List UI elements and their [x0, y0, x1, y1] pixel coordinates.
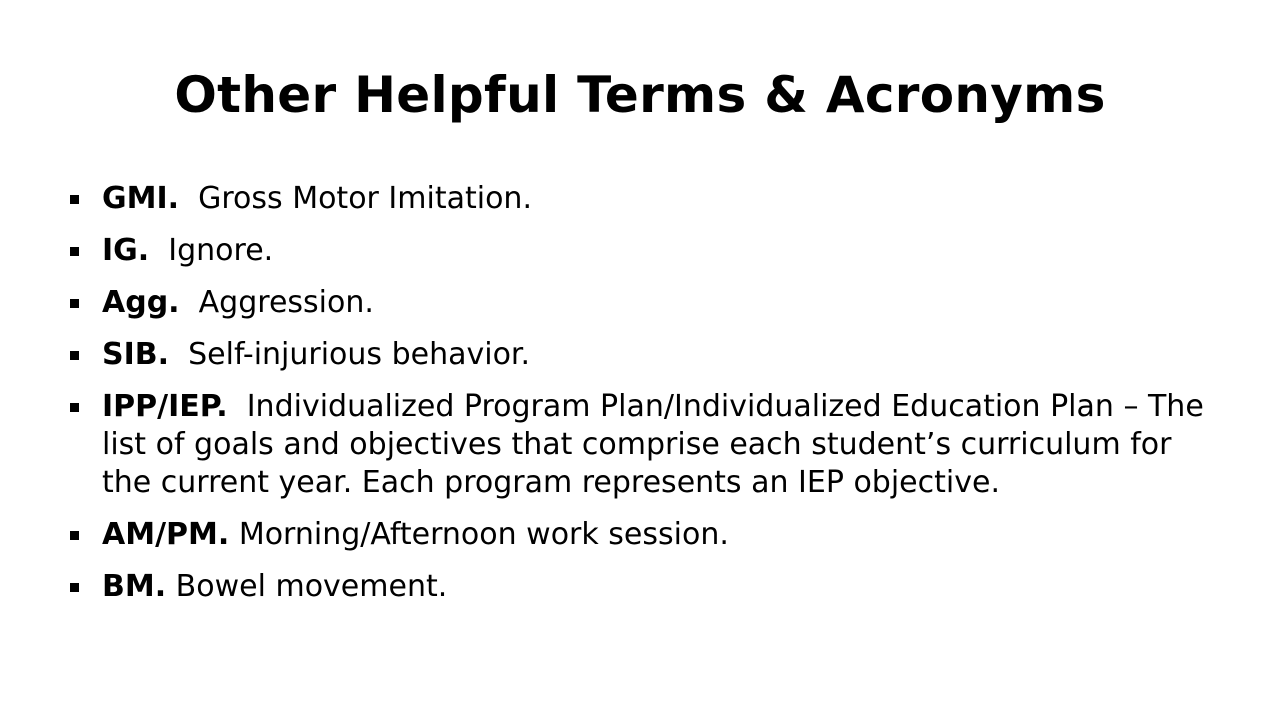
- list-item-sib: [70, 336, 1220, 374]
- term-definition: Bowel movement.: [175, 569, 448, 604]
- list-item-bm: [70, 568, 1220, 606]
- square-bullet-icon: [70, 583, 79, 592]
- list-item-gmi: [70, 180, 1220, 218]
- term-abbreviation: SIB.: [102, 337, 170, 372]
- square-bullet-icon: [70, 531, 79, 540]
- term-definition: Aggression.: [198, 285, 374, 320]
- list-item-agg: [70, 284, 1220, 322]
- term-definition: Morning/Afternoon work session.: [238, 517, 729, 552]
- square-bullet-icon: [70, 299, 79, 308]
- term-definition: Gross Motor Imitation.: [198, 181, 532, 216]
- square-bullet-icon: [70, 247, 79, 256]
- list-item-am-pm: [70, 516, 1220, 554]
- term-abbreviation: GMI.: [102, 181, 180, 216]
- slide-title: Other Helpful Terms & Acronyms: [174, 66, 1106, 124]
- term-abbreviation: Agg.: [102, 285, 180, 320]
- list-item-ipp-iep: [70, 388, 1220, 502]
- term-abbreviation: IPP/IEP.: [102, 389, 228, 424]
- term-definition: Self-injurious behavior.: [188, 337, 531, 372]
- term-definition: Individualized Program Plan/Individualized Education Plan – The list of goals and objectives that comprise each student’s curriculum for the current year. Each program represents an IEP objective.: [102, 389, 1204, 500]
- list-item-ig: [70, 232, 1220, 270]
- square-bullet-icon: [70, 195, 79, 204]
- term-abbreviation: BM.: [102, 569, 167, 604]
- term-definition: Ignore.: [168, 233, 274, 268]
- term-abbreviation: AM/PM.: [102, 517, 230, 552]
- term-list: [70, 180, 1220, 620]
- square-bullet-icon: [70, 403, 79, 412]
- square-bullet-icon: [70, 351, 79, 360]
- term-abbreviation: IG.: [102, 233, 150, 268]
